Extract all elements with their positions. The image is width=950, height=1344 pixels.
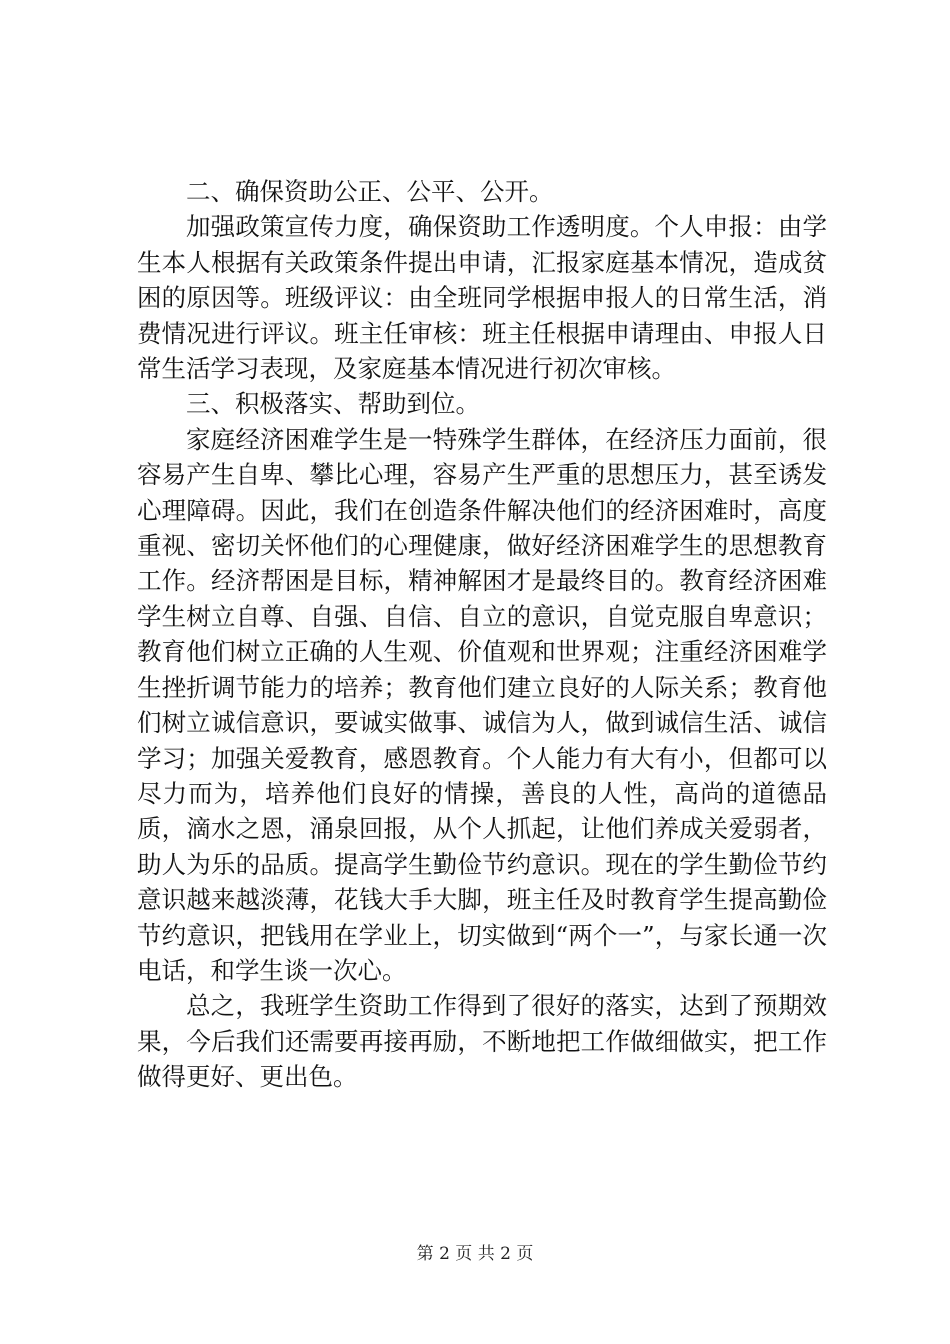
paragraph-conclusion: 总之，我班学生资助工作得到了很好的落实，达到了预期效果，今后我们还需要再接再励，不断地把工作做细做实，把工作做得更好、更出色。 bbox=[137, 991, 827, 1092]
paragraph-policy: 加强政策宣传力度，确保资助工作透明度。个人申报：由学生本人根据有关政策条件提出申请，汇报家庭基本情况，造成贫困的原因等。班级评议：由全班同学根据申报人的日常生活，消费情况进行评议。班主任审核：班主任根据申请理由、申报人日常生活学习表现，及家庭基本情况进行初次审核。 bbox=[137, 212, 827, 384]
paragraph-support: 家庭经济困难学生是一特殊学生群体，在经济压力面前，很容易产生自卑、攀比心理，容易产生严重的思想压力，甚至诱发心理障碍。因此，我们在创造条件解决他们的经济困难时，高度重视、密切关怀他们的心理健康，做好经济困难学生的思想教育工作。经济帮困是目标，精神解困才是最终目的。教育经济困难学生树立自尊、自强、自信、自立的意识，自觉克服自卑意识；教育他们树立正确的人生观、价值观和世界观；注重经济困难学生挫折调节能力的培养；教育他们建立良好的人际关系；教育他们树立诚信意识，要诚实做事、诚信为人，做到诚信生活、诚信学习；加强关爱教育，感恩教育。个人能力有大有小，但都可以尽力而为，培养他们良好的情操，善良的人性，高尚的道德品质，滴水之恩，涌泉回报，从个人抓起，让他们养成关爱弱者，助人为乐的品质。提高学生勤俭节约意识。现在的学生勤俭节约意识越来越淡薄，花钱大手大脚，班主任及时教育学生提高勤俭节约意识，把钱用在学业上，切实做到“两个一”，与家长通一次电话，和学生谈一次心。 bbox=[137, 424, 827, 985]
section-heading-2: 二、确保资助公正、公平、公开。 bbox=[186, 177, 554, 206]
section-heading-3: 三、积极落实、帮助到位。 bbox=[186, 389, 480, 419]
document-body bbox=[137, 174, 827, 1095]
page-footer: 第 2 页 共 2 页 bbox=[416, 1244, 534, 1264]
